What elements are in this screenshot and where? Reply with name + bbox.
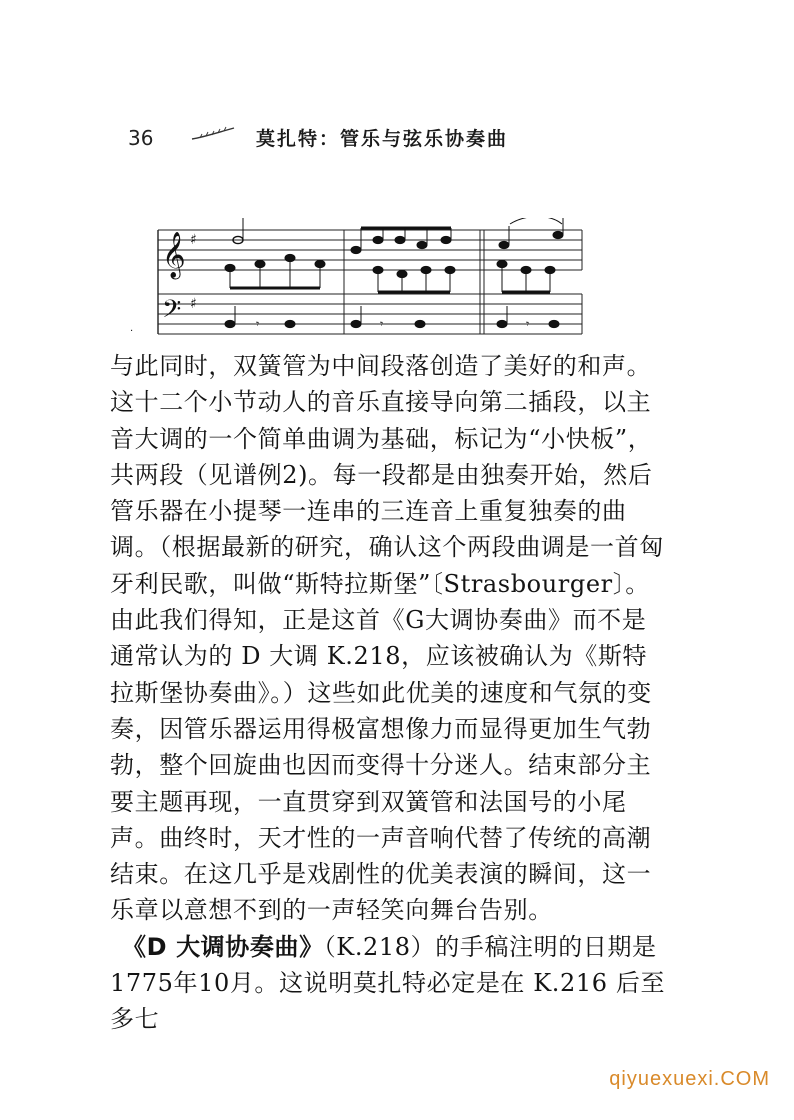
svg-text:𝄾: 𝄾	[380, 317, 384, 331]
svg-text:♯: ♯	[190, 296, 197, 312]
paragraph-1: 与此同时，双簧管为中间段落创造了美好的和声。这十二个小节动人的音乐直接导向第二插段，以主音大调的一个简单曲调为基础，标记为“小快板”，共两段（见谱例2)。每一段都是由独奏开始，然后管乐器在小提琴一连串的三连音上重复独奏的曲调。（根据最新的研究，确认这个两段曲调是一首匈牙利民歌，叫做“斯特拉斯堡”〔Strasbourger〕。由此我们得知，正是这首《G大调协奏曲》而不是通常认为的 D 大调 K.218，应该被确认为《斯特拉斯堡协奏曲》。）这些如此优美的速度和气氛的变奏，因管乐器运用得极富想像力而显得更加生气勃勃，整个回旋曲也因而变得十分迷人。结束部分主要主题再现，一直贯穿到双簧管和法国号的小尾声。曲终时，天才性的一声音响代替了传统的高潮结束。在这几乎是戏剧性的优美表演的瞬间，这一乐章以意想不到的一声轻笑向舞台告别。	[110, 352, 664, 925]
svg-text:𝄾: 𝄾	[526, 317, 530, 331]
body-text	[110, 348, 670, 1038]
watermark	[609, 1068, 770, 1091]
paragraph-2-work-title: 《D 大调协奏曲》	[122, 932, 324, 961]
music-score-excerpt	[130, 218, 590, 342]
paragraph-2	[110, 929, 670, 1038]
running-header	[128, 122, 688, 158]
watermark-text: qiyuexuexi.COM	[609, 1068, 770, 1090]
paragraph-2-text: （K.218）的手稿注明的日期是1775年10月。这说明莫扎特必定是在 K.216 后至多七	[110, 932, 666, 1034]
quill-ornament-icon	[190, 126, 238, 142]
svg-text:𝄞: 𝄞	[162, 232, 186, 278]
running-title: 莫扎特：管乐与弦乐协奏曲	[256, 128, 509, 150]
page-number: 36	[128, 126, 154, 150]
svg-text:𝄢: 𝄢	[162, 295, 182, 330]
svg-text:𝄾: 𝄾	[256, 317, 260, 331]
svg-text:♯: ♯	[190, 232, 197, 248]
svg-text:·: ·	[130, 326, 134, 337]
